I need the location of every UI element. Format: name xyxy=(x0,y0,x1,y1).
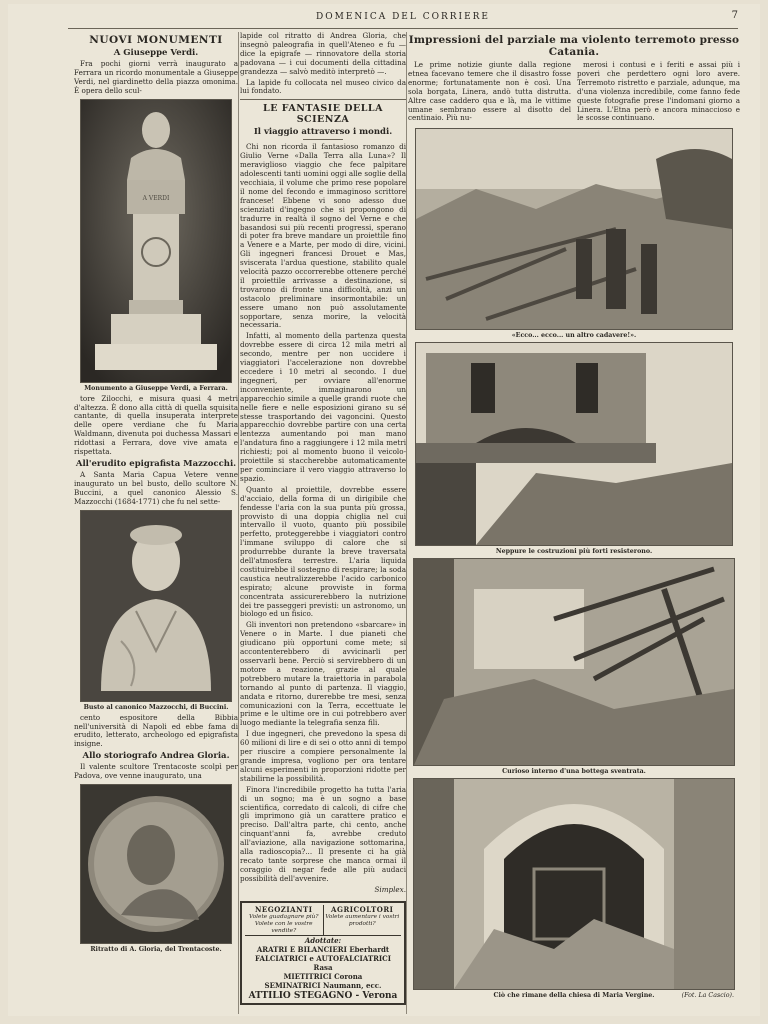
ad-company: ATTILIO STEGAGNO - Verona xyxy=(248,990,398,1001)
earthquake-photo-shop xyxy=(413,558,735,766)
verdi-text: Fra pochi giorni verrà inaugurato a Ferrara un ricordo monumentale a Giuseppe Verdi, nel giardinetto della piazza omonima. È opera dello scul- xyxy=(74,59,238,95)
page-header xyxy=(68,10,738,29)
science-paragraph: Finora l'incredibile progetto ha tutta l'aria di un sogno; ma è un sogno a base scientifica, corredato di calcoli, di cifre che gli imprimono già un carattere pratico e preciso. Dall'altra parte, chi cento, anche cinquant'anni fa, avrebbe creduto all'aviazione, alla navigazione sottomarina, alla radioscopia?... Il presente ci ha già recato tante sorprese che manca ormai il coraggio di negar fede alle più audaci possibilità dell'avvenire. xyxy=(240,784,406,883)
verdi-text-continued: tore Zilocchi, e misura quasi 4 metri d'altezza. È dono alla città di quella squisita cantante, di quella insuperata interprete delle opere verdiane che fu Maria Waldmann, divenuta poi duchessa Massari e ridottasi a Ferrara, dove vive amata e rispettata. xyxy=(74,393,238,457)
section-title-monuments: NUOVI MONUMENTI xyxy=(89,34,223,46)
earthquake-text: Le prime notizie giunte dalla regione etnea facevano temere che il disastro fosse enorme; fortunatamente non è così. Una sola borgata, Linera, andò tutta distrutta. Altre case caddero qua e là, ma le vittime umane sembrano essere al disotto del centinaio. Più nu- xyxy=(408,60,571,123)
science-paragraph: Chi non ricorda il fantasioso romanzo di Giulio Verne «Dalla Terra alla Luna»? Il meraviglioso viaggio che fece palpitare adolescenti tanti uomini oggi alle soglie della vecchiaia, il volume che primo rese popolare il nome del fecondo e immaginoso scrittore francese! Ebbene vi sono adesso due scienziati d'ingegno che si propongono di tradurre in realtà il sogno del Verne e che basandosi sui più recenti progressi, sperano di poter fra breve mandare un proiettile fino a Venere e a Marte, per modo di dire, vicini. Gli ingegneri francesi Drouet e Mas, sviscerata l'ardua questione, stabilito quale velocità pazzo occorrerebbe ottenere perché il proiettile arrivasse a destinazione, si trovarono di fronte una difficoltà, anzi un ostacolo preliminare insormontabile: un essere umano non può assolutamente sopportare, senza morire, la velocità necessaria. xyxy=(240,142,406,330)
article-signature: Simplex. xyxy=(374,884,406,894)
ad-product-line: ARATRI E BILANCIERI Eberhardt xyxy=(256,944,390,954)
ad-product-line: SEMINATRICI Naumann, ecc. xyxy=(264,980,382,990)
column-rule xyxy=(238,32,239,1014)
section-title-science: LE FANTASIE DELLA SCIENZA xyxy=(263,103,383,126)
earthquake-photo-church xyxy=(413,778,735,990)
gloria-text: Il valente scultore Trentacoste scolpì per Padova, ove venne inaugurato, una xyxy=(74,762,238,781)
verdi-caption: Monumento a Giuseppe Verdi, a Ferrara. xyxy=(84,384,228,392)
verdi-subtitle: A Giuseppe Verdi. xyxy=(113,48,199,58)
earthquake-intro xyxy=(408,61,740,125)
page-number: 7 xyxy=(731,10,738,21)
gloria-portrait-photo xyxy=(80,784,232,944)
gloria-caption: Ritratto di A. Gloria, del Trentacoste. xyxy=(90,946,222,954)
column-science xyxy=(240,32,406,1014)
ad-right-question: Volete aumentare i vostri prodotti? xyxy=(325,913,400,927)
ad-product-line: MIETITRICI Corona xyxy=(283,971,363,981)
science-paragraph: Gli inventori non pretendono «sbarcare» in Venere o in Marte. I due pianeti che giudicano più opportuni come mete; si accontenterebbero di avvicinarli per osservarli bene. Perciò si servirebbero di un motore a reazione, grazie al quale potrebbero mutare la traiettoria in parabola tornando al punto di partenza. Il viaggio, andata e ritorno, durerebbe tre mesi, senza comunicazioni con la Terra, eccettuate le prime e le ultime ore in cui potrebbero aver luogo mediante la telegrafia senza fili. xyxy=(240,620,406,728)
ad-adopt: Adottate: xyxy=(304,935,342,945)
column-rule xyxy=(406,32,407,1014)
ad-product-line: FALCIATRICI e AUTOFALCIATRICI Rasa xyxy=(254,953,392,972)
earthquake-caption: Ciò che rimane della chiesa di Maria Vergine. xyxy=(493,992,655,1000)
ad-right-heading: AGRICOLTORI xyxy=(331,904,394,914)
mazzocchi-bust-photo xyxy=(80,510,232,702)
gloria-text-end: La lapide fu collocata nel museo civico da lui fondato. xyxy=(240,77,406,96)
earthquake-photo-building xyxy=(415,342,733,546)
mazzocchi-subtitle: All'erudito epigrafista Mazzocchi. xyxy=(75,458,237,469)
earthquake-caption: «Ecco... ecco... un altro cadavere!». xyxy=(511,332,637,340)
earthquake-caption: Neppure le costruzioni più forti resisterono. xyxy=(495,548,653,556)
ad-left-question: Volete guadagnare più? Volete con le vostre vendite? xyxy=(249,913,319,934)
newspaper-page xyxy=(8,4,760,1016)
gloria-subtitle: Allo storiografo Andrea Gloria. xyxy=(82,751,230,762)
plinth-inscription: A VERDI xyxy=(142,194,170,202)
science-paragraph: I due ingegneri, che prevedono la spesa di 60 milioni di lire e di sei o otto anni di tempo per riuscire a compiere personalmente la grande impresa, vogliono per ora tentare alcuni esperimenti in proporzioni ridotte per stabilirne la possibilità. xyxy=(240,729,406,783)
verdi-monument-photo xyxy=(80,99,232,383)
subtitle-rule xyxy=(303,139,343,140)
science-paragraph: Quanto al proiettile, dovrebbe essere d'acciaio, della forma di un dirigibile che fendesse l'aria con la sua punta più grossa, provvisto di una doppia chiglia nel cui intervallo il vuoto, quanto più possibile perfetto, proteggerebbe i viaggiatori contro l'immane sviluppo di calore che si produrrebbe durante la breve traversata dell'atmosfera terrestre. L'aria liquida costituirebbe il sostegno di respirare; la soda caustica neutralizzerebbe l'acido carbonico espirato; alcune provviste in forma concentrata assicurerebbero la nutrizione dei tre passeggeri previsti: un astronomo, un biologo ed un fisico. xyxy=(240,484,406,619)
earthquake-text: merosi i contusi e i feriti e assai più i poveri che perdettero ogni loro avere. Terremoto ristretto e parziale, adunque, ma d'una violenza incredibile, come fanno fede queste fotografie prese l'indomani giorno a Linera. L'Etna però e ancora minaccioso e le scosse continuano. xyxy=(577,60,740,123)
gloria-text-continued: lapide col ritratto di Andrea Gloria, che insegnò paleografia in quell'Ateneo e fu — dice la epigrafe — rinnovatore della storia padovana — i cui documenti della cittadina grandezza — salvò meditò interpretò —. xyxy=(240,32,406,76)
earthquake-caption: Curioso interno d'una bottega sventrata. xyxy=(502,768,646,776)
column-earthquake xyxy=(408,32,740,1014)
science-subtitle: Il viaggio attraverso i mondi. xyxy=(253,127,393,138)
mazzocchi-caption: Busto al canonico Mazzocchi, di Buccini. xyxy=(83,703,229,711)
newspaper-title: DOMENICA DEL CORRIERE xyxy=(316,12,490,22)
science-paragraph: Infatti, al momento della partenza questa dovrebbe essere di circa 12 mila metri al secondo, mentre per non uccidere i viaggiatori l'accelerazione non dovrebbe eccedere i 10 metri al secondo. I due ingegneri, per ovviare all'enorme inconveniente, immaginarono un apparecchio simile a quelle grandi ruote che nelle fiere e nelle esposizioni girano su sé stesse trasportando dei vagoncini. Questo apparecchio dovrebbe partire con una certa lentezza aumentando poi man mano l'andatura fino a raggiungere i 12 mila metri richiesti; poi al momento buono il veicolo-proiettile si staccherebbe automaticamente per cominciare il vero viaggio attraverso lo spazio. xyxy=(240,331,406,483)
earthquake-headline: Impressioni del parziale ma violento terremoto presso Catania. xyxy=(408,34,740,58)
section-rule xyxy=(240,99,406,100)
column-monuments xyxy=(74,32,238,1014)
mazzocchi-text: A Santa Maria Capua Vetere venne inaugurato un bel busto, dello scultore N. Buccini, a quel canonico Alessio S. Mazzocchi (1684-1771) che fu nel sette- xyxy=(74,469,238,506)
advertisement-box xyxy=(240,901,406,1005)
ad-left-heading: NEGOZIANTI xyxy=(254,904,313,914)
earthquake-photo-rubble xyxy=(415,128,733,330)
mazzocchi-text-continued: cento espositore della Bibbia nell'università di Napoli ed ebbe fama di erudito, letterato, archeologo ed epigrafista insigne. xyxy=(74,712,238,749)
photo-credit: (Fot. La Cascio). xyxy=(681,992,734,1000)
